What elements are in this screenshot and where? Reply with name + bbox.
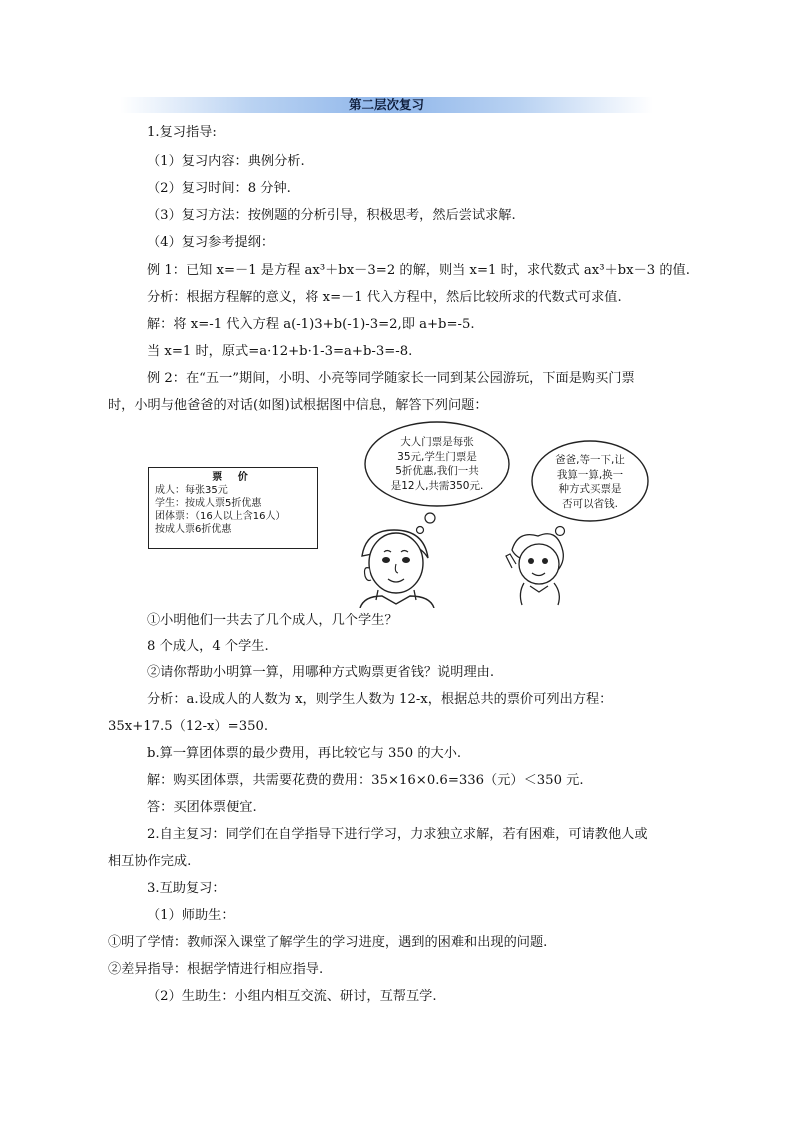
question-2: ②请你帮助小明算一算，用哪种方式购票更省钱？说明理由. [147, 665, 495, 680]
answer-1: 8 个成人，4 个学生. [147, 639, 269, 654]
step-3-teacher-b: ②差异指导：根据学情进行相应指导. [108, 962, 324, 977]
section-title: 第二层次复习 [348, 97, 424, 112]
example-1-solution: 解：将 x=-1 代入方程 a(-1)3+b(-1)-3=2,即 a+b=-5. [147, 317, 475, 332]
step-1-time: （2）复习时间：8 分钟. [147, 181, 291, 196]
step-2: 2.自主复习：同学们在自学指导下进行学习，力求独立求解，若有困难，可请教他人或 [147, 827, 648, 842]
step-1: 1.复习指导: [147, 125, 217, 140]
dad-speech [374, 435, 500, 493]
dad-speech-line: 5折优惠,我们一共 [395, 465, 479, 477]
price-title: 票 价 [212, 472, 254, 483]
step-1-content: （1）复习内容：典例分析. [147, 154, 305, 169]
example-2: 例 2：在“五一”期间，小明、小亮等同学随家长一同到某公园游玩，下面是购买门票 [147, 371, 635, 386]
analysis-a: 分析：a.设成人的人数为 x，则学生人数为 12-x，根据总共的票价可列出方程： [147, 692, 613, 707]
kid-speech-line: 种方式买票是 [558, 483, 622, 495]
step-3-teacher: （1）师助生： [147, 908, 235, 923]
price-line: 团体票：（16人以上含16人） [155, 511, 286, 522]
dad-speech-line: 35元,学生门票是 [397, 450, 477, 463]
kid-speech-line: 爸爸,等一下,让 [555, 454, 625, 466]
step-1-outline: （4）复习参考提纲： [147, 235, 275, 250]
price-line: 成人：每张35元 [155, 485, 228, 496]
example-1-analysis: 分析：根据方程解的意义，将 x=－1 代入方程中，然后比较所求的代数式可求值. [147, 290, 622, 305]
step-3-student: （2）生助生：小组内相互交流、研讨，互帮互学. [147, 989, 437, 1004]
analysis-b: b.算一算团体票的最少费用，再比较它与 350 的大小. [147, 746, 462, 761]
step-3-teacher-a: ①明了学情：教师深入课堂了解学生的学习进度，遇到的困难和出现的问题. [108, 935, 548, 950]
question-1: ①小明他们一共去了几个成人，几个学生？ [147, 613, 398, 628]
example-1: 例 1：已知 x=－1 是方程 ax³＋bx－3=2 的解，则当 x=1 时，求代数式 ax³＋bx－3 的值. [147, 263, 690, 278]
kid-speech-line: 否可以省钱. [562, 497, 618, 510]
dad-speech-line: 大人门票是每张 [400, 436, 474, 448]
step-2-cont: 相互协作完成. [108, 854, 192, 869]
example-2-cont: 时，小明与他爸爸的对话(如图)试根据图中信息，解答下列问题： [108, 398, 488, 413]
kid-speech [540, 453, 640, 511]
dialogue-figure [140, 418, 660, 608]
price-line: 学生：按成人票5折优惠 [155, 498, 262, 509]
price-line: 按成人票6折优惠 [155, 524, 232, 535]
solution: 解：购买团体票，共需要花费的费用：35×16×0.6=336（元）＜350 元. [147, 773, 584, 788]
example-1-result: 当 x=1 时，原式=a·12+b·1-3=a+b-3=-8. [147, 344, 413, 359]
answer: 答：买团体票便宜. [147, 800, 257, 815]
step-1-method: （3）复习方法：按例题的分析引导，积极思考，然后尝试求解. [147, 208, 516, 223]
kid-speech-line: 我算一算,换一 [556, 468, 624, 481]
dad-speech-line: 是12人,共需350元. [390, 479, 484, 492]
analysis-equation: 35x+17.5（12-x）=350. [108, 719, 269, 734]
step-3: 3.互助复习： [147, 881, 226, 896]
price-table [148, 467, 318, 549]
section-banner [120, 97, 653, 113]
